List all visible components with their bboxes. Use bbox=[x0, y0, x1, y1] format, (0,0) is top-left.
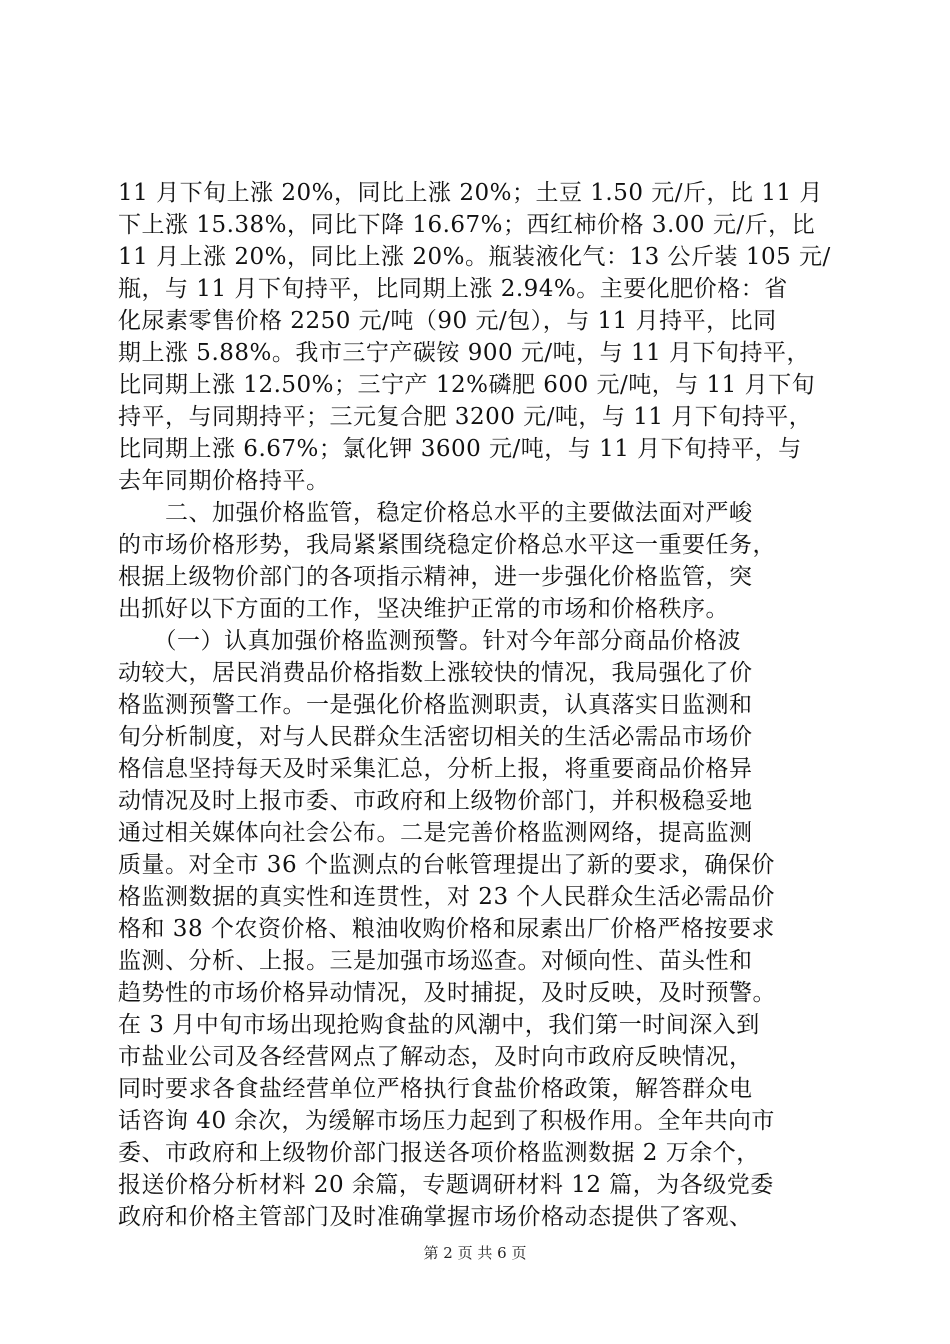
text-line: 持平，与同期持平；三元复合肥 3200 元/吨，与 11 月下旬持平， bbox=[118, 404, 813, 430]
text-line: 格和 38 个农资价格、粮油收购价格和尿素出厂价格严格按要求 bbox=[118, 916, 775, 942]
text-line: 报送价格分析材料 20 余篇，专题调研材料 12 篇，为各级党委 bbox=[118, 1172, 774, 1198]
text-line: 通过相关媒体向社会公布。二是完善价格监测网络，提高监测 bbox=[118, 820, 753, 846]
text-line: 动较大，居民消费品价格指数上涨较快的情况，我局强化了价 bbox=[118, 660, 753, 686]
text-line: 期上涨 5.88%。我市三宁产碳铵 900 元/吨，与 11 月下旬持平， bbox=[118, 340, 811, 366]
text-line: 出抓好以下方面的工作，坚决维护正常的市场和价格秩序。 bbox=[118, 596, 729, 622]
text-line: 市盐业公司及各经营网点了解动态，及时向市政府反映情况， bbox=[118, 1044, 753, 1070]
document-body bbox=[118, 177, 838, 1233]
text-line: 下上涨 15.38%，同比下降 16.67%；西红柿价格 3.00 元/斤，比 bbox=[118, 212, 816, 238]
text-line: 11 月上涨 20%，同比上涨 20%。瓶装液化气：13 公斤装 105 元/ bbox=[118, 244, 831, 270]
text-line: （一）认真加强价格监测预警。针对今年部分商品价格波 bbox=[118, 628, 741, 654]
text-line: 格监测预警工作。一是强化价格监测职责，认真落实日监测和 bbox=[118, 692, 753, 718]
text-line: 去年同期价格持平。 bbox=[118, 468, 330, 494]
text-line: 政府和价格主管部门及时准确掌握市场价格动态提供了客观、 bbox=[118, 1204, 753, 1230]
text-line: 二、加强价格监管，稳定价格总水平的主要做法面对严峻 bbox=[118, 500, 753, 526]
text-line: 比同期上涨 12.50%；三宁产 12%磷肥 600 元/吨，与 11 月下旬 bbox=[118, 372, 816, 398]
page-footer: 第 2 页 共 6 页 bbox=[423, 1244, 527, 1262]
text-line: 趋势性的市场价格异动情况，及时捕捉，及时反映，及时预警。 bbox=[118, 980, 776, 1006]
text-line: 11 月下旬上涨 20%，同比上涨 20%；土豆 1.50 元/斤，比 11 月 bbox=[118, 180, 823, 206]
text-line: 化尿素零售价格 2250 元/吨（90 元/包），与 11 月持平，比同 bbox=[118, 308, 777, 334]
text-line: 的市场价格形势，我局紧紧围绕稳定价格总水平这一重要任务， bbox=[118, 532, 776, 558]
text-line: 根据上级物价部门的各项指示精神，进一步强化价格监管，突 bbox=[118, 564, 753, 590]
text-line: 瓶，与 11 月下旬持平，比同期上涨 2.94%。主要化肥价格：省 bbox=[118, 276, 788, 302]
text-line: 格监测数据的真实性和连贯性，对 23 个人民群众生活必需品价 bbox=[118, 884, 775, 910]
text-line: 动情况及时上报市委、市政府和上级物价部门，并积极稳妥地 bbox=[118, 788, 753, 814]
text-line: 比同期上涨 6.67%；氯化钾 3600 元/吨，与 11 月下旬持平，与 bbox=[118, 436, 802, 462]
text-line: 在 3 月中旬市场出现抢购食盐的风潮中，我们第一时间深入到 bbox=[118, 1012, 760, 1038]
text-line: 话咨询 40 余次，为缓解市场压力起到了积极作用。全年共向市 bbox=[118, 1108, 775, 1134]
text-line: 质量。对全市 36 个监测点的台帐管理提出了新的要求，确保价 bbox=[118, 852, 775, 878]
text-line: 同时要求各食盐经营单位严格执行食盐价格政策，解答群众电 bbox=[118, 1076, 753, 1102]
text-line: 监测、分析、上报。三是加强市场巡查。对倾向性、苗头性和 bbox=[118, 948, 753, 974]
text-line: 委、市政府和上级物价部门报送各项价格监测数据 2 万余个， bbox=[118, 1140, 760, 1166]
text-line: 旬分析制度，对与人民群众生活密切相关的生活必需品市场价 bbox=[118, 724, 753, 750]
text-line: 格信息坚持每天及时采集汇总，分析上报，将重要商品价格异 bbox=[118, 756, 753, 782]
